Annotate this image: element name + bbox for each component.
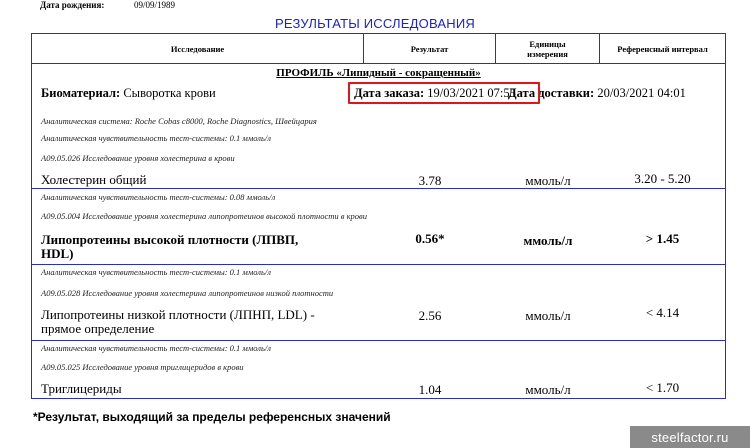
test-name bbox=[41, 233, 361, 261]
test-code-note: A09.05.028 Исследование уровня холестерина липопротеинов низкой плотности bbox=[41, 288, 334, 298]
biomaterial-label: Биоматериал: bbox=[41, 86, 121, 100]
header-result: Результат bbox=[364, 34, 496, 63]
footnote: *Результат, выходящий за пределы референсных значений bbox=[33, 410, 391, 424]
dob-label: Дата рождения: bbox=[40, 0, 105, 10]
date-of-birth bbox=[40, 0, 176, 10]
test-unit: ммоль/л bbox=[525, 308, 571, 323]
test-unit: ммоль/л bbox=[523, 233, 573, 248]
test-result: 0.56* bbox=[415, 231, 445, 246]
sensitivity-note: Аналитическая чувствительность тест-системы: 0.1 ммоль/л bbox=[41, 133, 271, 143]
watermark: steelfactor.ru bbox=[630, 426, 750, 448]
test-reference: < 4.14 bbox=[645, 305, 680, 320]
test-name-line2: прямое определение bbox=[41, 321, 155, 336]
delivery-date-value: 20/03/2021 04:01 bbox=[597, 86, 686, 100]
row-divider bbox=[32, 188, 725, 189]
test-code-note: A09.05.004 Исследование уровня холестерина липопротеинов высокой плотности в крови bbox=[41, 211, 367, 221]
sensitivity-note: Аналитическая чувствительность тест-системы: 0.1 ммоль/л bbox=[41, 267, 271, 277]
dob-value: 09/09/1989 bbox=[134, 0, 176, 10]
test-unit: ммоль/л bbox=[525, 382, 571, 397]
test-unit: ммоль/л bbox=[525, 173, 571, 188]
test-name: Триглицериды bbox=[41, 381, 122, 396]
header-reference: Референсный интервал bbox=[617, 43, 708, 54]
analytic-system-note: Аналитическая система: Roche Cobas c8000, Roche Diagnostics, Швейцария bbox=[41, 116, 317, 126]
order-date-highlight bbox=[348, 82, 540, 104]
test-reference: > 1.45 bbox=[645, 231, 680, 246]
test-name bbox=[41, 308, 361, 336]
profile-title: ПРОФИЛЬ «Липидный - сокращенный» bbox=[276, 67, 481, 79]
sensitivity-note: Аналитическая чувствительность тест-системы: 0.08 ммоль/л bbox=[41, 192, 276, 202]
test-name-line1: Липопротеины низкой плотности (ЛПНП, LDL) - bbox=[41, 307, 315, 322]
test-result: 2.56 bbox=[418, 308, 442, 323]
test-name-line2: HDL) bbox=[41, 246, 74, 261]
document-title: РЕЗУЛЬТАТЫ ИССЛЕДОВАНИЯ bbox=[274, 16, 475, 31]
header-units bbox=[496, 34, 600, 63]
test-name-line1: Липопротеины высокой плотности (ЛПВП, bbox=[41, 232, 299, 247]
header-test: Исследование bbox=[32, 34, 364, 63]
test-name: Холестерин общий bbox=[41, 172, 147, 187]
test-code-note: A09.05.025 Исследование уровня триглицеридов в крови bbox=[41, 362, 244, 372]
test-result: 3.78 bbox=[418, 173, 442, 188]
biomaterial-value: Сыворотка крови bbox=[123, 86, 216, 100]
header-units-line1: Единицы bbox=[529, 38, 566, 49]
order-date-value: 19/03/2021 07:55 bbox=[427, 86, 516, 100]
order-date-label: Дата заказа: bbox=[354, 86, 425, 100]
results-table bbox=[31, 33, 726, 399]
header-units-line2: измерения bbox=[527, 48, 568, 59]
delivery-date-label: Дата доставки: bbox=[508, 86, 595, 100]
test-reference: < 1.70 bbox=[645, 380, 680, 395]
test-reference: 3.20 - 5.20 bbox=[634, 171, 691, 186]
row-divider bbox=[32, 340, 725, 341]
row-divider bbox=[32, 264, 725, 265]
biomaterial bbox=[41, 86, 216, 101]
sensitivity-note: Аналитическая чувствительность тест-системы: 0.1 ммоль/л bbox=[41, 343, 271, 353]
table-header bbox=[32, 34, 725, 64]
test-code-note: A09.05.026 Исследование уровня холестерина в крови bbox=[41, 153, 235, 163]
test-result: 1.04 bbox=[418, 382, 442, 397]
